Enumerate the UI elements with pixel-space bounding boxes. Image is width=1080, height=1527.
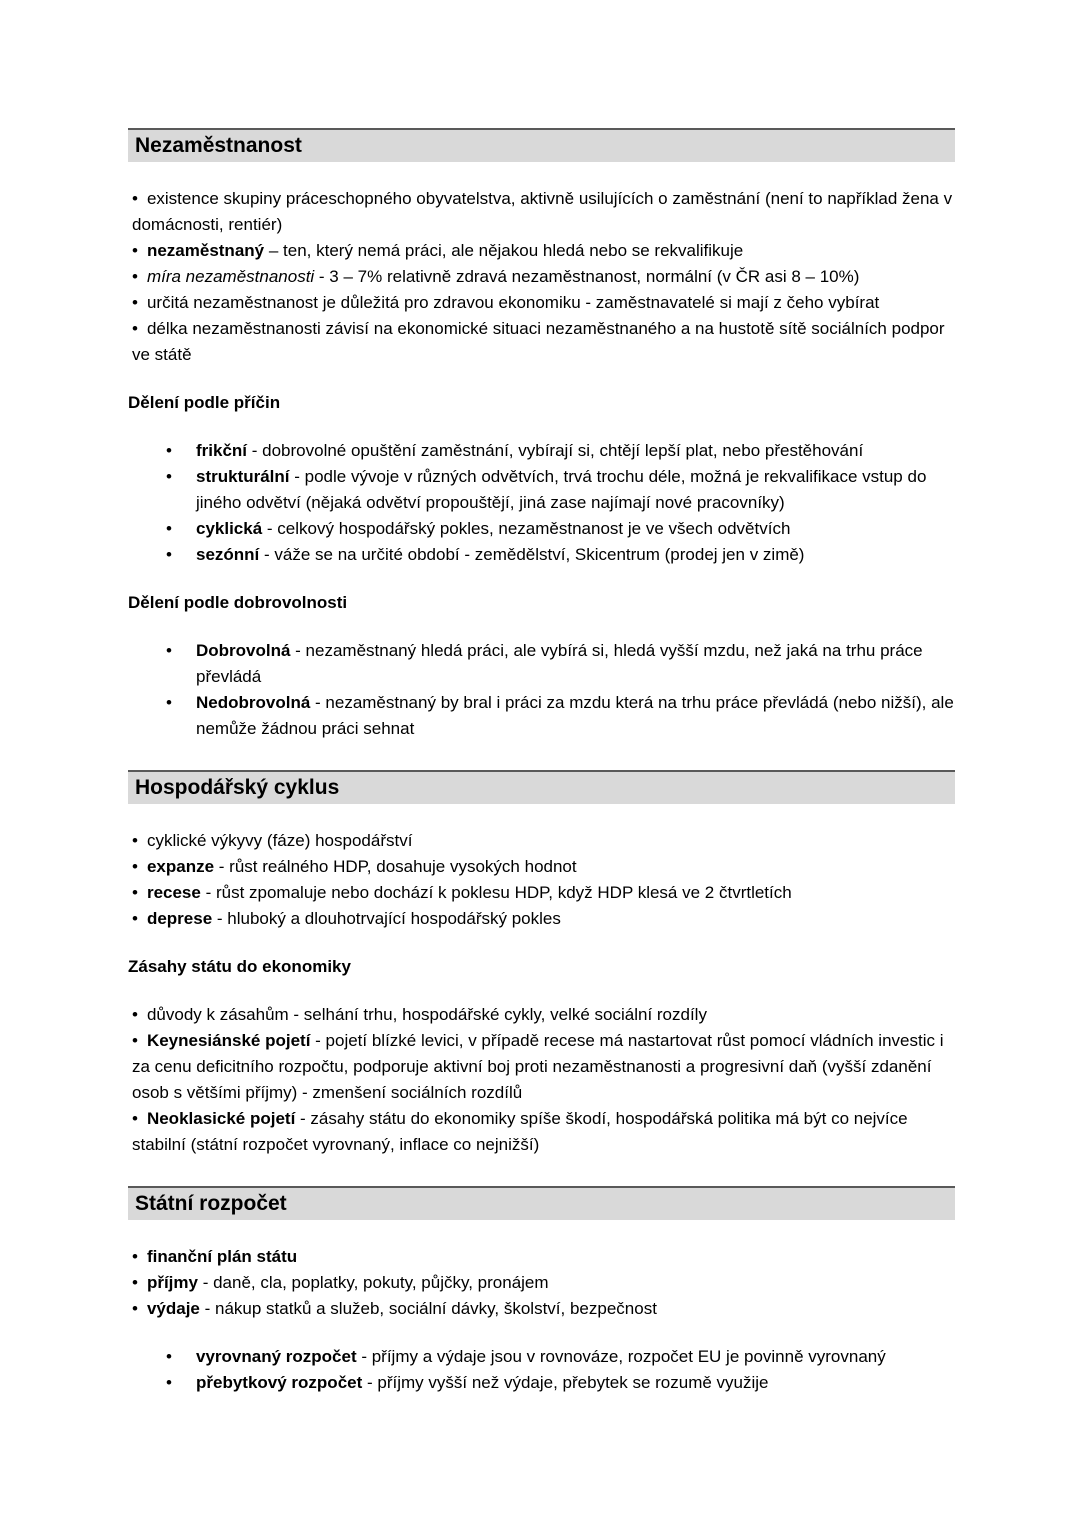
- bullet-icon: •: [166, 467, 172, 486]
- bullet-icon: •: [132, 1031, 138, 1050]
- document-content: [128, 128, 955, 1396]
- text-segment: existence skupiny práceschopného obyvatelstva, aktivně usilujících o zaměstnání (není to například žena v domácnosti, rentiér): [132, 189, 953, 234]
- text-segment: deprese: [146, 909, 213, 928]
- bullet-icon: •: [132, 1005, 138, 1024]
- list-item: [128, 1270, 955, 1296]
- text-segment: frikční: [196, 441, 248, 460]
- bullet-icon: •: [132, 189, 138, 208]
- bullet-icon: •: [132, 883, 138, 902]
- text-segment: - nezaměstnaný by bral i práci za mzdu která na trhu práce převládá (nebo nižší), ale nemůže žádnou práci sehnat: [196, 693, 954, 738]
- bullet-icon: •: [132, 1109, 138, 1128]
- list-item: [128, 290, 955, 316]
- bullet-icon: •: [132, 267, 138, 286]
- bullet-icon: •: [132, 909, 138, 928]
- text-segment: - pojetí blízké levici, v případě recese má nastartovat růst pomocí vládních investic i za cenu deficitního rozpočtu, podporuje aktivní boj proti nezaměstnanosti a progresivní daň (vyšší zdanění osob s většími příjmy) - zmenšení sociálních rozdílů: [132, 1031, 944, 1102]
- list-item: [128, 438, 955, 464]
- list-item: [128, 638, 955, 690]
- text-segment: cyklická: [196, 519, 263, 538]
- list-item: [128, 542, 955, 568]
- text-segment: - hluboký a dlouhotrvající hospodářský pokles: [212, 909, 561, 928]
- list-item: [128, 238, 955, 264]
- text-segment: - 3 – 7% relativně zdravá nezaměstnanost, normální (v ČR asi 8 – 10%): [314, 267, 860, 286]
- bullet-list: [128, 1002, 955, 1158]
- text-segment: - daně, cla, poplatky, pokuty, půjčky, pronájem: [197, 1273, 549, 1292]
- list-item: [128, 316, 955, 368]
- list-item: [128, 1028, 955, 1106]
- list-item: [128, 1106, 955, 1158]
- text-segment: nezaměstnaný: [146, 241, 265, 260]
- bullet-icon: •: [166, 641, 172, 660]
- text-segment: Neoklasické pojetí: [146, 1109, 296, 1128]
- bullet-list: [128, 1244, 955, 1322]
- section-subheading: Dělení podle příčin: [128, 393, 281, 412]
- bullet-icon: •: [166, 545, 172, 564]
- bullet-list: [128, 186, 955, 368]
- bullet-icon: •: [132, 1247, 138, 1266]
- section-heading: Hospodářský cyklus: [128, 770, 955, 804]
- list-item: [128, 264, 955, 290]
- text-segment: finanční plán státu: [146, 1247, 298, 1266]
- text-segment: - podle vývoje v různých odvětvích, trvá trochu déle, možná je rekvalifikace vstup do jiného odvětví (nějaká odvětví propouštějí, jiná zase najímají nové pracovníky): [196, 467, 927, 512]
- text-segment: strukturální: [196, 467, 290, 486]
- text-segment: důvody k zásahům - selhání trhu, hospodářské cykly, velké sociální rozdíly: [146, 1005, 707, 1024]
- text-segment: délka nezaměstnanosti závisí na ekonomické situaci nezaměstnaného a na hustotě sítě sociálních podpor ve státě: [132, 319, 945, 364]
- bullet-icon: •: [166, 441, 172, 460]
- text-segment: Dobrovolná: [196, 641, 291, 660]
- list-item: [128, 516, 955, 542]
- text-segment: sezónní: [196, 545, 260, 564]
- list-item: [128, 464, 955, 516]
- list-item: [128, 1370, 955, 1396]
- bullet-icon: •: [132, 857, 138, 876]
- bullet-list: [128, 1344, 955, 1396]
- text-segment: vyrovnaný rozpočet: [196, 1347, 357, 1366]
- bullet-icon: •: [166, 1373, 172, 1392]
- bullet-icon: •: [132, 831, 138, 850]
- bullet-list: [128, 438, 955, 568]
- list-item: [128, 1344, 955, 1370]
- text-segment: cyklické výkyvy (fáze) hospodářství: [146, 831, 413, 850]
- text-segment: - váže se na určité období - zemědělství, Skicentrum (prodej jen v zimě): [259, 545, 805, 564]
- bullet-icon: •: [132, 1299, 138, 1318]
- text-segment: - příjmy a výdaje jsou v rovnováze, rozpočet EU je povinně vyrovnaný: [356, 1347, 886, 1366]
- text-segment: přebytkový rozpočet: [196, 1373, 363, 1392]
- bullet-icon: •: [166, 693, 172, 712]
- text-segment: výdaje: [146, 1299, 200, 1318]
- text-segment: - celkový hospodářský pokles, nezaměstnanost je ve všech odvětvích: [262, 519, 791, 538]
- text-segment: expanze: [146, 857, 215, 876]
- bullet-icon: •: [166, 1347, 172, 1366]
- text-segment: - příjmy vyšší než výdaje, přebytek se rozumě využije: [362, 1373, 769, 1392]
- text-segment: - nezaměstnaný hledá práci, ale vybírá si, hledá vyšší mzdu, než jaká na trhu práce převládá: [196, 641, 923, 686]
- bullet-icon: •: [166, 519, 172, 538]
- list-item: [128, 880, 955, 906]
- text-segment: míra nezaměstnanosti: [146, 267, 315, 286]
- list-item: [128, 1002, 955, 1028]
- bullet-icon: •: [132, 241, 138, 260]
- list-item: [128, 906, 955, 932]
- bullet-icon: •: [132, 293, 138, 312]
- text-segment: - nákup statků a služeb, sociální dávky, školství, bezpečnost: [199, 1299, 657, 1318]
- list-item: [128, 1244, 955, 1270]
- list-item: [128, 1296, 955, 1322]
- list-item: [128, 186, 955, 238]
- list-item: [128, 854, 955, 880]
- text-segment: - dobrovolné opuštění zaměstnání, vybírají si, chtějí lepší plat, nebo přestěhování: [247, 441, 864, 460]
- text-segment: recese: [146, 883, 201, 902]
- section-heading: Nezaměstnanost: [128, 128, 955, 162]
- text-segment: - zásahy státu do ekonomiky spíše škodí, hospodářská politika má být co nejvíce stabilní (státní rozpočet vyrovnaný, inflace co nejnižší): [132, 1109, 908, 1154]
- bullet-list: [128, 828, 955, 932]
- section-subheading: Zásahy státu do ekonomiky: [128, 957, 351, 976]
- list-item: [128, 690, 955, 742]
- section-subheading: Dělení podle dobrovolnosti: [128, 593, 348, 612]
- section-heading: Státní rozpočet: [128, 1186, 955, 1220]
- bullet-icon: •: [132, 319, 138, 338]
- text-segment: – ten, který nemá práci, ale nějakou hledá nebo se rekvalifikuje: [264, 241, 744, 260]
- bullet-list: [128, 638, 955, 742]
- text-segment: Nedobrovolná: [196, 693, 311, 712]
- list-item: [128, 828, 955, 854]
- bullet-icon: •: [132, 1273, 138, 1292]
- text-segment: - růst zpomaluje nebo dochází k poklesu HDP, když HDP klesá ve 2 čtvrtletích: [200, 883, 792, 902]
- text-segment: - růst reálného HDP, dosahuje vysokých hodnot: [214, 857, 577, 876]
- text-segment: určitá nezaměstnanost je důležitá pro zdravou ekonomiku - zaměstnavatelé si mají z čeho vybírat: [146, 293, 880, 312]
- text-segment: příjmy: [146, 1273, 198, 1292]
- text-segment: Keynesiánské pojetí: [146, 1031, 311, 1050]
